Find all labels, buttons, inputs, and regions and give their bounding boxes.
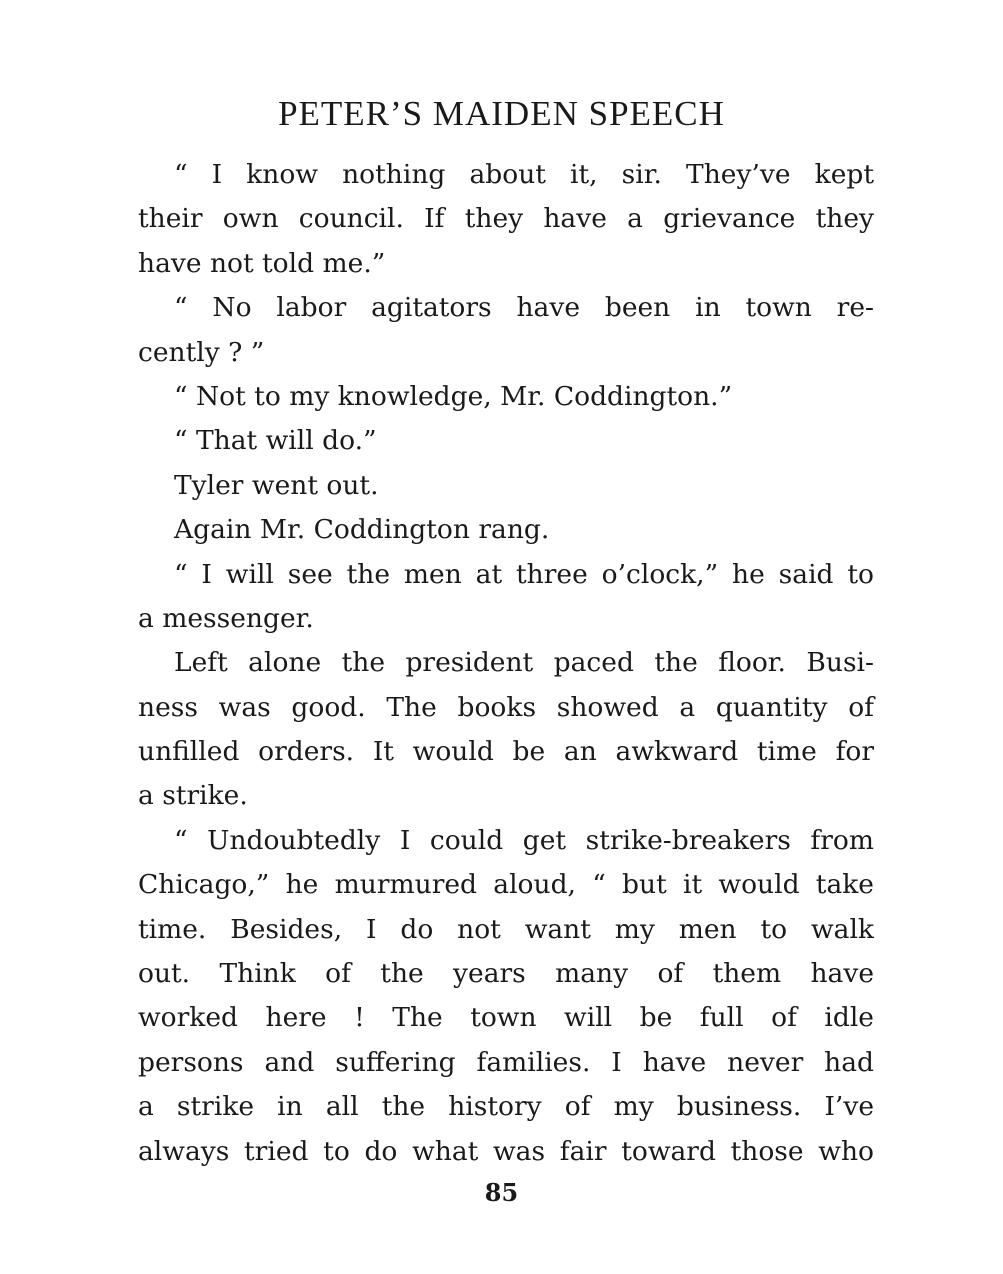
text-line: Tyler went out. xyxy=(174,469,379,501)
text-line: have not told me.” xyxy=(138,247,386,279)
text-line: ness was good. The books showed a quantity of xyxy=(138,691,874,723)
text-line: out. Think of the years many of them have xyxy=(138,958,874,990)
text-line: Left alone the president paced the floor. Busi- xyxy=(174,647,874,679)
text-line: “ Undoubtedly I could get strike-breakers from xyxy=(174,824,874,856)
text-line: “ That will do.” xyxy=(174,425,377,457)
text-line: persons and suffering families. I have never had xyxy=(138,1046,874,1078)
text-line: a messenger. xyxy=(138,602,314,634)
body-text xyxy=(138,153,874,1174)
text-line: Chicago,” he murmured aloud, “ but it would take xyxy=(138,869,874,901)
text-line: Again Mr. Coddington rang. xyxy=(174,514,550,546)
text-line: unfilled orders. It would be an awkward time for xyxy=(138,736,874,768)
text-line: cently ? ” xyxy=(138,336,265,368)
text-line: worked here ! The town will be full of idle xyxy=(138,1002,874,1034)
text-line: a strike in all the history of my business. I’ve xyxy=(138,1091,874,1123)
running-head-title: PETER’S MAIDEN SPEECH xyxy=(278,94,725,133)
text-line: always tried to do what was fair toward those who xyxy=(138,1135,874,1167)
text-line: a strike. xyxy=(138,780,248,812)
text-line: time. Besides, I do not want my men to walk xyxy=(138,913,874,945)
text-line: “ No labor agitators have been in town re- xyxy=(174,292,874,324)
text-line: “ I will see the men at three o’clock,” he said to xyxy=(174,558,874,590)
text-line: “ I know nothing about it, sir. They’ve kept xyxy=(174,159,874,190)
text-line: their own council. If they have a grievance they xyxy=(138,203,874,235)
text-line: “ Not to my knowledge, Mr. Coddington.” xyxy=(174,380,733,412)
page-number: 85 xyxy=(484,1178,519,1207)
